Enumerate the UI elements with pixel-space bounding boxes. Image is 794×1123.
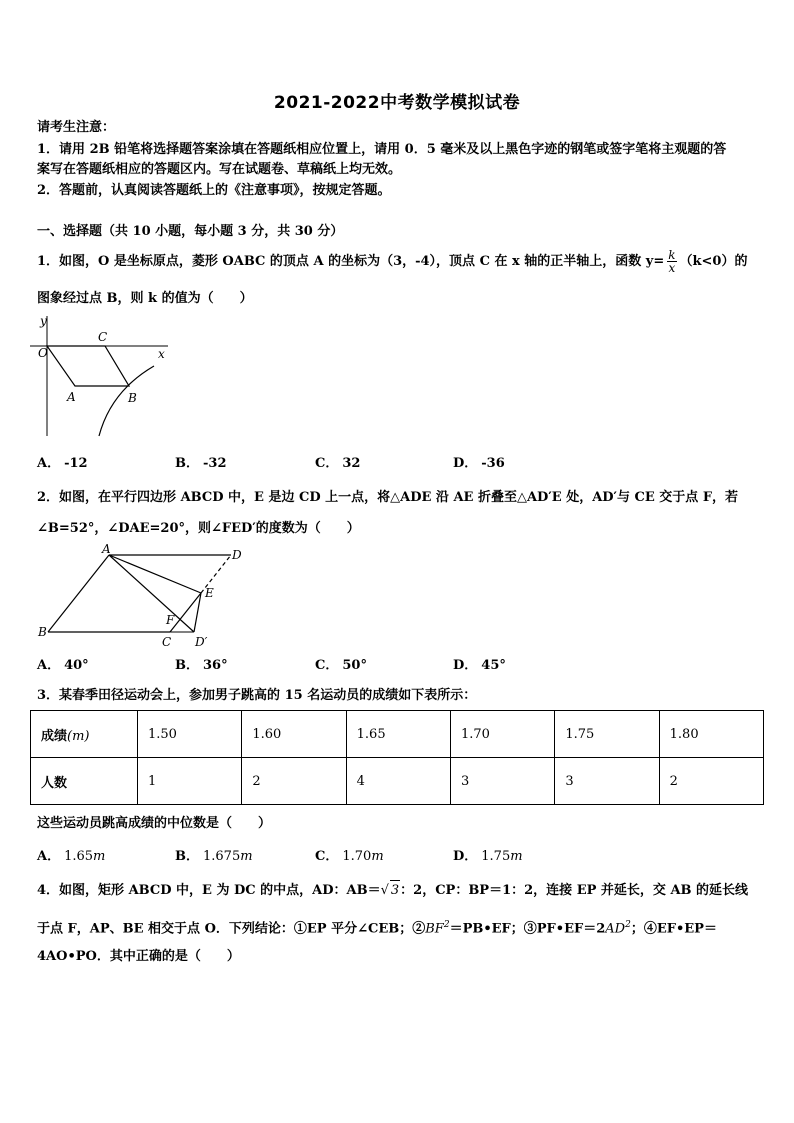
q2-label-d: D bbox=[232, 548, 242, 562]
q1-option-b[interactable] bbox=[175, 452, 227, 471]
option-value: 36° bbox=[203, 658, 228, 673]
q1-figure bbox=[30, 310, 175, 440]
option-value: -36 bbox=[481, 456, 505, 471]
q3-option-b[interactable] bbox=[175, 845, 253, 864]
q1-option-d[interactable] bbox=[453, 452, 505, 471]
table-cell: 1.60 bbox=[242, 711, 346, 758]
table-cell: 2 bbox=[659, 758, 763, 805]
option-value: 1.70 bbox=[342, 849, 372, 864]
q1-fraction-numerator: k bbox=[668, 248, 676, 262]
option-label: A． bbox=[37, 456, 61, 471]
q2-fold-ae bbox=[109, 555, 201, 593]
table-cell: 1 bbox=[138, 758, 242, 805]
option-value: 1.75 bbox=[481, 849, 511, 864]
page-title: 2021-2022中考数学模拟试卷 bbox=[273, 93, 521, 113]
table-row bbox=[31, 711, 764, 758]
q3-option-d[interactable] bbox=[453, 845, 523, 864]
option-unit: m bbox=[93, 849, 106, 864]
q2-option-d[interactable] bbox=[453, 654, 506, 673]
q4-sqrt-value: 3 bbox=[390, 880, 400, 900]
score-unit: (m) bbox=[67, 728, 90, 744]
q1-hyperbola-curve bbox=[99, 366, 154, 436]
q2-label-f: F bbox=[166, 613, 175, 627]
q1-label-c: C bbox=[98, 330, 108, 344]
table-cell: 1.70 bbox=[450, 711, 554, 758]
q3-question: 这些运动员跳高成绩的中位数是（ ） bbox=[37, 816, 272, 831]
notice-item-1-line-1: 1．请用 2B 铅笔将选择题答案涂填在答题纸相应位置上，请用 0．5 毫米及以上黑色字迹的钢笔或签字笔将主观题的答 bbox=[37, 142, 727, 157]
q4-bf-exponent: 2 bbox=[443, 920, 450, 930]
q2-stem-line-1: 2．如图，在平行四边形 ABCD 中，E 是边 CD 上一点，将△ADE 沿 AE 折叠至△AD′E 处，AD′与 CE 交于点 F，若 bbox=[37, 490, 739, 505]
q1-label-a: A bbox=[67, 390, 76, 404]
q1-label-b: B bbox=[128, 391, 137, 405]
option-label: D． bbox=[453, 849, 478, 864]
option-value: 50° bbox=[342, 658, 367, 673]
q2-label-b: B bbox=[38, 625, 47, 639]
q4-stem-line-3: 4AO•PO．其中正确的是（ ） bbox=[37, 949, 240, 964]
q2-label-c: C bbox=[162, 635, 172, 649]
q4-text-a: 4．如图，矩形 ABCD 中，E 为 DC 的中点，AD：AB＝ bbox=[37, 883, 381, 898]
option-label: D． bbox=[453, 456, 478, 471]
q4-text-c: 于点 F，AP、BE 相交于点 O．下列结论：①EP 平分∠CEB；② bbox=[37, 921, 426, 937]
section-heading: 一、选择题（共 10 小题，每小题 3 分，共 30 分） bbox=[37, 224, 344, 239]
q1-label-y: y bbox=[40, 314, 47, 328]
q3-stem: 3．某春季田径运动会上，参加男子跳高的 15 名运动员的成绩如下表所示： bbox=[37, 688, 477, 703]
table-cell: 1.50 bbox=[138, 711, 242, 758]
table-header-count: 人数 bbox=[31, 758, 138, 805]
q1-stem-line-2: 图象经过点 B，则 k 的值为（ ） bbox=[37, 291, 253, 306]
option-label: B． bbox=[175, 849, 199, 864]
option-unit: m bbox=[240, 849, 253, 864]
q4-ad-exponent: 2 bbox=[625, 920, 631, 930]
notice-item-1-line-2: 案写在答题纸相应的答题区内。写在试题卷、草稿纸上均无效。 bbox=[37, 162, 402, 177]
table-cell: 3 bbox=[555, 758, 659, 805]
q2-side-ab bbox=[48, 555, 109, 632]
q1-fraction-denominator: x bbox=[668, 261, 676, 275]
option-value: 32 bbox=[342, 456, 361, 471]
q3-option-c[interactable] bbox=[315, 845, 384, 864]
option-label: C． bbox=[315, 849, 339, 864]
q4-stem-line-2 bbox=[37, 916, 717, 938]
option-label: A． bbox=[37, 849, 61, 864]
q2-side-ad-prime bbox=[109, 555, 194, 632]
table-cell: 3 bbox=[450, 758, 554, 805]
option-label: A． bbox=[37, 658, 61, 673]
q2-option-a[interactable] bbox=[37, 654, 89, 673]
q3-score-table bbox=[30, 710, 764, 805]
q3-option-a[interactable] bbox=[37, 845, 105, 864]
q2-stem-line-2: ∠B=52°，∠DAE=20°，则∠FED′的度数为（ ） bbox=[37, 521, 360, 536]
option-label: D． bbox=[453, 658, 478, 673]
q2-label-a: A bbox=[102, 543, 111, 556]
q2-figure bbox=[34, 543, 254, 651]
q1-label-o: O bbox=[38, 346, 48, 360]
notice-item-2: 2．答题前，认真阅读答题纸上的《注意事项》，按规定答题。 bbox=[37, 183, 391, 198]
q4-ad: AD bbox=[605, 921, 626, 937]
q1-option-c[interactable] bbox=[315, 452, 360, 471]
q2-label-e: E bbox=[205, 586, 214, 600]
q1-fraction bbox=[667, 249, 676, 274]
q1-stem-text-a: 1．如图，O 是坐标原点，菱形 OABC 的顶点 A 的坐标为（3，-4），顶点 C 在 x 轴的正半轴上，函数 y= bbox=[37, 254, 665, 269]
q1-stem-text-b: （k<0）的 bbox=[679, 254, 748, 269]
table-row bbox=[31, 758, 764, 805]
q1-stem-line-1 bbox=[37, 249, 747, 274]
q4-text-d: ＝PB•EF；③PF•EF＝2 bbox=[449, 921, 606, 937]
table-cell: 4 bbox=[346, 758, 450, 805]
option-value: 45° bbox=[481, 658, 506, 673]
option-value: 1.675 bbox=[203, 849, 241, 864]
option-value: 40° bbox=[64, 658, 89, 673]
table-cell: 1.80 bbox=[659, 711, 763, 758]
table-cell: 1.75 bbox=[555, 711, 659, 758]
option-value: -32 bbox=[203, 456, 227, 471]
q1-label-x: x bbox=[158, 347, 165, 361]
option-value: 1.65 bbox=[64, 849, 94, 864]
sqrt-icon: √ bbox=[380, 883, 389, 898]
option-label: C． bbox=[315, 456, 339, 471]
option-label: B． bbox=[175, 658, 199, 673]
option-label: B． bbox=[175, 456, 199, 471]
q2-option-b[interactable] bbox=[175, 654, 228, 673]
q2-option-c[interactable] bbox=[315, 654, 367, 673]
notice-heading: 请考生注意： bbox=[37, 120, 116, 135]
score-head-text: 成绩 bbox=[41, 728, 68, 744]
q2-side-ed-prime bbox=[194, 593, 201, 632]
q2-label-d-prime: D′ bbox=[195, 635, 208, 649]
q4-text-b: ：2，CP：BP＝1：2，连接 EP 并延长，交 AB 的延长线 bbox=[400, 883, 749, 898]
score-unit-text: m bbox=[72, 728, 85, 744]
q2-side-ce bbox=[170, 593, 201, 632]
option-unit: m bbox=[371, 849, 384, 864]
table-cell: 2 bbox=[242, 758, 346, 805]
option-unit: m bbox=[510, 849, 523, 864]
q4-stem-line-1 bbox=[37, 880, 748, 900]
q1-option-a[interactable] bbox=[37, 452, 88, 471]
table-cell: 1.65 bbox=[346, 711, 450, 758]
q1-rhombus bbox=[47, 346, 129, 386]
option-value: -12 bbox=[64, 456, 88, 471]
option-label: C． bbox=[315, 658, 339, 673]
q4-text-e: ；④EF•EP＝ bbox=[630, 921, 717, 937]
q4-bf: BF bbox=[425, 921, 444, 937]
table-header-score bbox=[31, 711, 138, 758]
